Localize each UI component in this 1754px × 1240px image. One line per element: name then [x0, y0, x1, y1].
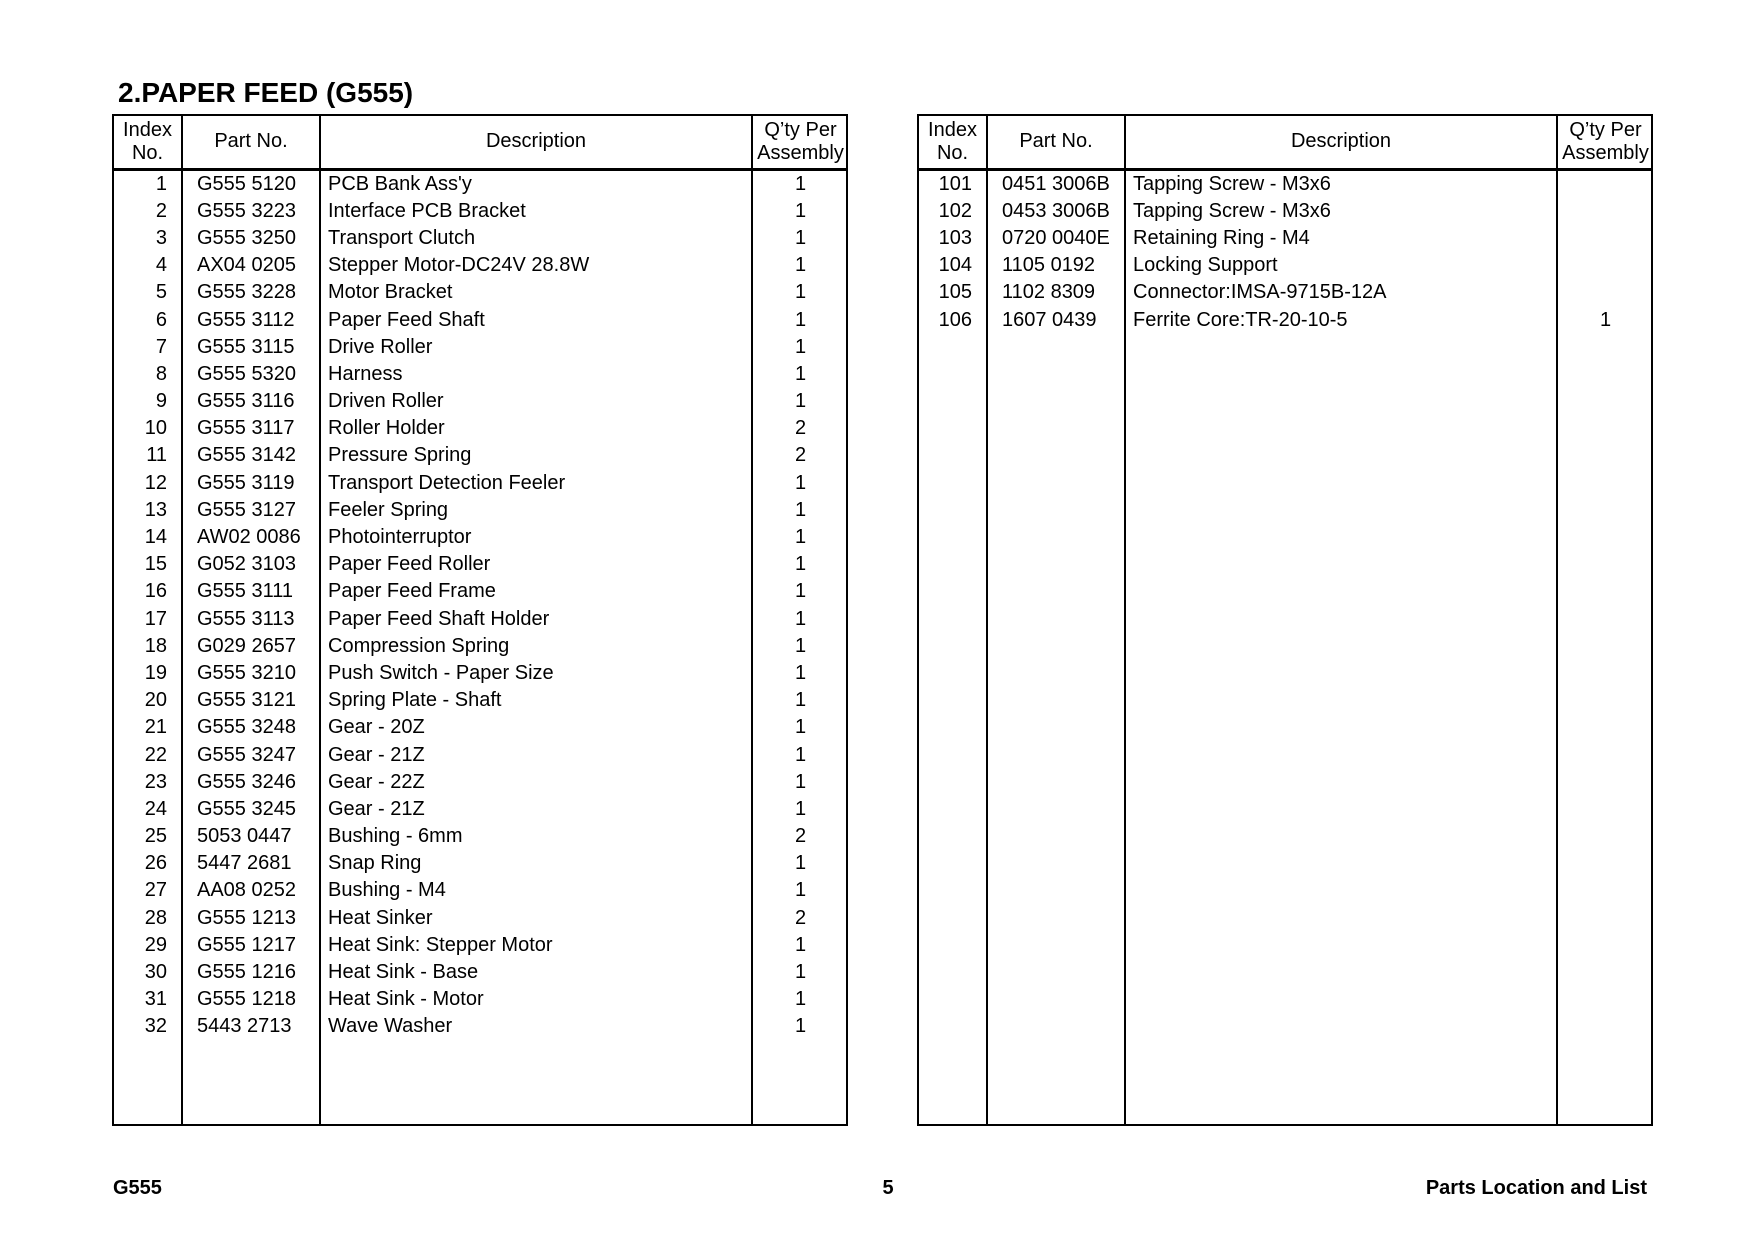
- index-cell: 25: [114, 823, 182, 850]
- part-number-cell: G555 3228: [182, 279, 320, 306]
- part-number-cell: G555 3112: [182, 306, 320, 333]
- footer-model: G555: [113, 1177, 162, 1199]
- quantity-cell: 1: [794, 634, 807, 657]
- description-cell: Paper Feed Frame: [320, 578, 752, 605]
- part-number-cell: G555 3119: [182, 470, 320, 497]
- quantity-cell: 1: [794, 172, 807, 195]
- quantity-cell: 1: [794, 961, 807, 984]
- quantity-cell: 1: [794, 254, 807, 277]
- table-row: [114, 334, 848, 361]
- index-cell: 6: [114, 306, 182, 333]
- quantity-cell: 2: [794, 825, 807, 848]
- table-row: [114, 225, 848, 252]
- table-row: [114, 388, 848, 415]
- quantity-cell: 1: [794, 281, 807, 304]
- description-cell: Bushing - M4: [320, 877, 752, 904]
- index-cell: 17: [114, 606, 182, 633]
- description-cell: Interface PCB Bracket: [320, 198, 752, 225]
- index-cell: 105: [919, 279, 987, 306]
- quantity-cell: [1557, 198, 1653, 225]
- description-cell: Gear - 20Z: [320, 714, 752, 741]
- index-cell: 9: [114, 388, 182, 415]
- index-cell: 27: [114, 877, 182, 904]
- quantity-cell: 1: [794, 335, 807, 358]
- index-cell: 13: [114, 497, 182, 524]
- quantity-cell: 1: [794, 879, 807, 902]
- table-row: [919, 225, 1653, 252]
- table-row: [114, 306, 848, 333]
- table-row: [919, 169, 1653, 198]
- footer-page-number: 5: [882, 1177, 894, 1199]
- table-row: [114, 932, 848, 959]
- index-cell: 2: [114, 198, 182, 225]
- part-number-cell: G555 1213: [182, 905, 320, 932]
- part-number-cell: 5447 2681: [182, 850, 320, 877]
- table-row: [114, 1013, 848, 1040]
- table-row: [919, 198, 1653, 225]
- part-number-cell: G555 5320: [182, 361, 320, 388]
- table-row: [114, 169, 848, 198]
- index-cell: 19: [114, 660, 182, 687]
- table-row: [919, 279, 1653, 306]
- quantity-cell: 1: [794, 607, 807, 630]
- empty-cell: [1125, 334, 1557, 1124]
- description-cell: Harness: [320, 361, 752, 388]
- table-row: [114, 578, 848, 605]
- quantity-cell: 1: [794, 689, 807, 712]
- part-number-cell: G555 3127: [182, 497, 320, 524]
- quantity-cell: 1: [794, 933, 807, 956]
- quantity-cell: 2: [794, 906, 807, 929]
- table-row: [114, 524, 848, 551]
- index-cell: 103: [919, 225, 987, 252]
- part-number-cell: G555 3111: [182, 578, 320, 605]
- part-number-cell: G555 3142: [182, 442, 320, 469]
- description-cell: Paper Feed Shaft Holder: [320, 606, 752, 633]
- part-number-cell: AA08 0252: [182, 877, 320, 904]
- table-row: [114, 823, 848, 850]
- table-row: [114, 279, 848, 306]
- description-cell: Bushing - 6mm: [320, 823, 752, 850]
- table-row: [114, 442, 848, 469]
- part-number-cell: AW02 0086: [182, 524, 320, 551]
- table-row: [114, 633, 848, 660]
- quantity-cell: 1: [1599, 308, 1612, 331]
- footer-section-title: Parts Location and List: [1425, 1177, 1647, 1199]
- description-cell: Heat Sinker: [320, 905, 752, 932]
- index-cell: 7: [114, 334, 182, 361]
- description-cell: Retaining Ring - M4: [1125, 225, 1557, 252]
- empty-cell: [114, 1041, 182, 1125]
- empty-cell: [752, 1041, 848, 1125]
- quantity-cell: 1: [794, 362, 807, 385]
- table-row: [114, 198, 848, 225]
- description-cell: Gear - 22Z: [320, 769, 752, 796]
- quantity-cell: 1: [794, 526, 807, 549]
- table-row: [114, 959, 848, 986]
- column-header-index: Index No.: [114, 116, 182, 169]
- quantity-cell: 1: [794, 199, 807, 222]
- index-cell: 29: [114, 932, 182, 959]
- index-cell: 8: [114, 361, 182, 388]
- description-cell: Snap Ring: [320, 850, 752, 877]
- description-cell: Photointerruptor: [320, 524, 752, 551]
- table-filler-row: [919, 334, 1653, 1124]
- part-number-cell: G555 3117: [182, 415, 320, 442]
- part-number-cell: G555 3116: [182, 388, 320, 415]
- description-cell: Heat Sink - Motor: [320, 986, 752, 1013]
- column-header-part-no: Part No.: [987, 116, 1125, 169]
- part-number-cell: G555 3250: [182, 225, 320, 252]
- quantity-cell: 1: [794, 580, 807, 603]
- column-header-qty: Q’ty Per Assembly: [1557, 116, 1653, 169]
- quantity-cell: 1: [794, 716, 807, 739]
- description-cell: Gear - 21Z: [320, 796, 752, 823]
- quantity-cell: 1: [794, 770, 807, 793]
- table-filler-row: [114, 1041, 848, 1125]
- quantity-cell: 1: [794, 743, 807, 766]
- part-number-cell: G555 5120: [182, 169, 320, 198]
- description-cell: Tapping Screw - M3x6: [1125, 198, 1557, 225]
- part-number-cell: 0453 3006B: [987, 198, 1125, 225]
- table-row: [114, 361, 848, 388]
- index-cell: 24: [114, 796, 182, 823]
- part-number-cell: 5443 2713: [182, 1013, 320, 1040]
- table-body-left: [114, 169, 848, 1124]
- table-header-row: [919, 116, 1653, 169]
- description-cell: Paper Feed Shaft: [320, 306, 752, 333]
- empty-cell: [919, 334, 987, 1124]
- index-cell: 22: [114, 741, 182, 768]
- empty-cell: [182, 1041, 320, 1125]
- table-row: [114, 415, 848, 442]
- quantity-cell: [1557, 279, 1653, 306]
- table-row: [114, 796, 848, 823]
- quantity-cell: [1557, 252, 1653, 279]
- table-row: [114, 497, 848, 524]
- description-cell: Gear - 21Z: [320, 741, 752, 768]
- part-number-cell: G555 3223: [182, 198, 320, 225]
- page-title: 2.PAPER FEED (G555): [118, 77, 414, 108]
- description-cell: Roller Holder: [320, 415, 752, 442]
- empty-cell: [1557, 334, 1653, 1124]
- column-header-description: Description: [1125, 116, 1557, 169]
- description-cell: Spring Plate - Shaft: [320, 687, 752, 714]
- index-cell: 30: [114, 959, 182, 986]
- part-number-cell: AX04 0205: [182, 252, 320, 279]
- table-row: [114, 769, 848, 796]
- index-cell: 4: [114, 252, 182, 279]
- index-cell: 106: [919, 306, 987, 333]
- description-cell: Connector:IMSA-9715B-12A: [1125, 279, 1557, 306]
- part-number-cell: G555 1217: [182, 932, 320, 959]
- part-number-cell: G555 3247: [182, 741, 320, 768]
- quantity-cell: 1: [794, 498, 807, 521]
- index-cell: 3: [114, 225, 182, 252]
- column-header-part-no: Part No.: [182, 116, 320, 169]
- table-row: [114, 252, 848, 279]
- index-cell: 10: [114, 415, 182, 442]
- index-cell: 15: [114, 551, 182, 578]
- part-number-cell: G555 3210: [182, 660, 320, 687]
- table-row: [114, 551, 848, 578]
- part-number-cell: G555 3113: [182, 606, 320, 633]
- parts-table-left: [112, 114, 848, 1126]
- description-cell: Heat Sink: Stepper Motor: [320, 932, 752, 959]
- part-number-cell: G052 3103: [182, 551, 320, 578]
- quantity-cell: 1: [794, 308, 807, 331]
- column-header-qty: Q’ty Per Assembly: [752, 116, 848, 169]
- description-cell: Stepper Motor-DC24V 28.8W: [320, 252, 752, 279]
- index-cell: 20: [114, 687, 182, 714]
- quantity-cell: 1: [794, 553, 807, 576]
- table-row: [114, 660, 848, 687]
- quantity-cell: 1: [794, 471, 807, 494]
- description-cell: Wave Washer: [320, 1013, 752, 1040]
- index-cell: 14: [114, 524, 182, 551]
- description-cell: Heat Sink - Base: [320, 959, 752, 986]
- part-number-cell: G555 3246: [182, 769, 320, 796]
- part-number-cell: 1105 0192: [987, 252, 1125, 279]
- part-number-cell: G555 1218: [182, 986, 320, 1013]
- part-number-cell: G555 3245: [182, 796, 320, 823]
- table-row: [919, 252, 1653, 279]
- table-row: [114, 986, 848, 1013]
- empty-cell: [320, 1041, 752, 1125]
- index-cell: 31: [114, 986, 182, 1013]
- empty-cell: [987, 334, 1125, 1124]
- description-cell: Push Switch - Paper Size: [320, 660, 752, 687]
- table-row: [114, 687, 848, 714]
- table-row: [919, 306, 1653, 333]
- description-cell: Locking Support: [1125, 252, 1557, 279]
- table-header-row: [114, 116, 848, 169]
- part-number-cell: G555 3248: [182, 714, 320, 741]
- part-number-cell: G555 3121: [182, 687, 320, 714]
- description-cell: Motor Bracket: [320, 279, 752, 306]
- table-row: [114, 714, 848, 741]
- description-cell: Ferrite Core:TR-20-10-5: [1125, 306, 1557, 333]
- table-row: [114, 877, 848, 904]
- quantity-cell: 1: [794, 797, 807, 820]
- description-cell: Driven Roller: [320, 388, 752, 415]
- description-cell: Paper Feed Roller: [320, 551, 752, 578]
- index-cell: 104: [919, 252, 987, 279]
- index-cell: 5: [114, 279, 182, 306]
- index-cell: 21: [114, 714, 182, 741]
- part-number-cell: G029 2657: [182, 633, 320, 660]
- quantity-cell: [1557, 225, 1653, 252]
- description-cell: Drive Roller: [320, 334, 752, 361]
- table-row: [114, 850, 848, 877]
- description-cell: Transport Clutch: [320, 225, 752, 252]
- description-cell: PCB Bank Ass'y: [320, 169, 752, 198]
- index-cell: 11: [114, 442, 182, 469]
- part-number-cell: 1102 8309: [987, 279, 1125, 306]
- quantity-cell: 2: [794, 444, 807, 467]
- description-cell: Tapping Screw - M3x6: [1125, 169, 1557, 198]
- index-cell: 23: [114, 769, 182, 796]
- quantity-cell: 1: [794, 988, 807, 1011]
- table-row: [114, 470, 848, 497]
- part-number-cell: 0720 0040E: [987, 225, 1125, 252]
- column-header-description: Description: [320, 116, 752, 169]
- table-row: [114, 606, 848, 633]
- table-body-right: [919, 169, 1653, 1124]
- index-cell: 12: [114, 470, 182, 497]
- table-row: [114, 741, 848, 768]
- part-number-cell: 0451 3006B: [987, 169, 1125, 198]
- quantity-cell: 1: [794, 661, 807, 684]
- quantity-cell: 1: [794, 390, 807, 413]
- part-number-cell: G555 3115: [182, 334, 320, 361]
- description-cell: Transport Detection Feeler: [320, 470, 752, 497]
- index-cell: 16: [114, 578, 182, 605]
- quantity-cell: [1557, 169, 1653, 198]
- index-cell: 1: [114, 169, 182, 198]
- index-cell: 26: [114, 850, 182, 877]
- index-cell: 101: [919, 169, 987, 198]
- quantity-cell: 1: [794, 852, 807, 875]
- quantity-cell: 1: [794, 226, 807, 249]
- parts-table-right: [917, 114, 1653, 1126]
- part-number-cell: 1607 0439: [987, 306, 1125, 333]
- description-cell: Pressure Spring: [320, 442, 752, 469]
- part-number-cell: 5053 0447: [182, 823, 320, 850]
- quantity-cell: 1: [794, 1015, 807, 1038]
- table-row: [114, 905, 848, 932]
- description-cell: Feeler Spring: [320, 497, 752, 524]
- description-cell: Compression Spring: [320, 633, 752, 660]
- index-cell: 28: [114, 905, 182, 932]
- index-cell: 102: [919, 198, 987, 225]
- index-cell: 18: [114, 633, 182, 660]
- part-number-cell: G555 1216: [182, 959, 320, 986]
- column-header-index: Index No.: [919, 116, 987, 169]
- quantity-cell: 2: [794, 417, 807, 440]
- index-cell: 32: [114, 1013, 182, 1040]
